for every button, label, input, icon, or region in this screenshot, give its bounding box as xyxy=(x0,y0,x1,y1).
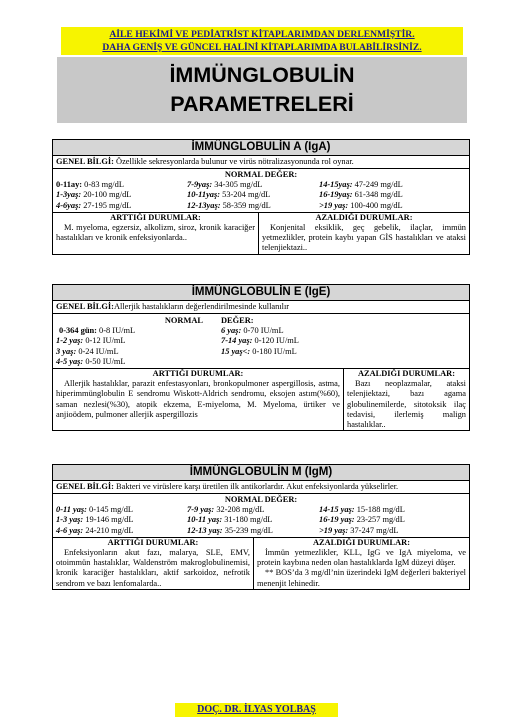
igm-normal-title: NORMAL DEĞER: xyxy=(224,495,298,504)
iga-value-cell: 1-3yaş: 20-100 mg/dL xyxy=(56,190,132,200)
igm-general-label: GENEL BİLGİ: xyxy=(56,482,114,491)
ige-increase-text: Allerjik hastalıklar, parazit enfestasyonları, bronkopulmoner aspergillosis, astma, hiperimmünglobulin E sendromu Wiskott-Aldrich sendromu, eksojen astım(%60), saman nezlesi(%30), atopik ekzema, E-miyeloma, M. Myeloma, ürtiker ve anjioödem, pulmoner allerjik aspergillozis xyxy=(56,379,340,419)
section-iga xyxy=(52,139,470,255)
igm-increase-title: ARTTIĞI DURUMLAR: xyxy=(107,537,199,547)
ige-increase-title: ARTTIĞI DURUMLAR: xyxy=(152,369,244,379)
ige-decrease-title: AZALDIĞI DURUMLAR: xyxy=(357,369,455,379)
iga-value-cell: 0-11ay: 0-83 mg/dL xyxy=(56,180,124,190)
igm-increase-text: Enfeksiyonların akut fazı, malarya, SLE, EMV, otoimmün hastalıklar, Waldenström makroglobulinemisi, kronik karaciğer hastalıkları, aktif sarkoidoz, nefrotik sendrom ve bazı lenfomalarda.. xyxy=(56,548,250,588)
ige-values-right xyxy=(221,316,466,367)
ige-value-row: 15 yaş<: 0-180 IU/mL xyxy=(221,346,297,356)
ige-normal-values xyxy=(53,314,469,369)
ige-value-row: 6 yaş: 0-70 IU/mL xyxy=(221,326,284,336)
igm-header: İMMÜNGLOBULİN M (IgM) xyxy=(53,465,469,481)
igm-value-cell: 4-6 yaş: 24-210 mg/dL xyxy=(56,525,134,535)
section-igm xyxy=(52,464,470,590)
iga-general-info xyxy=(53,156,469,169)
igm-general-info xyxy=(53,481,469,494)
igm-decrease-text: İmmün yetmezlikler, KLL, IgG ve IgA miyeloma, ve protein kaybına neden olan hastalıklarda IgM düzeyi düşer. xyxy=(257,548,466,568)
ige-value-row: 7-14 yaş: 0-120 IU/mL xyxy=(221,336,299,346)
iga-general-text: Özellikle sekresyonlarda bulunur ve virüs nötralizasyonunda rol oynar. xyxy=(113,157,354,166)
igm-value-cell: 0-11 yaş: 0-145 mg/dL xyxy=(56,505,133,515)
iga-header: İMMÜNGLOBULİN A (IgA) xyxy=(53,140,469,156)
iga-value-cell: 12-13yaş: 58-359 mg/dL xyxy=(187,200,271,210)
iga-value-cell: 16-19yaş: 61-348 mg/dL xyxy=(319,190,403,200)
iga-normal-values xyxy=(53,169,469,213)
iga-decrease-column xyxy=(258,213,469,254)
ige-increase-column xyxy=(53,369,343,430)
ige-deger-label: DEĞER: xyxy=(221,316,254,325)
ige-header: İMMÜNGLOBULİN E (IgE) xyxy=(53,285,469,301)
ige-general-text: Allerjik hastalıkların değerlendirilmesinde kullanılır xyxy=(113,302,290,311)
igm-value-cell: >19 yaş: 37-247 mg/dL xyxy=(319,525,399,535)
ige-normal-label: NORMAL xyxy=(164,316,203,325)
ige-decrease-text: Bazı neoplazmalar, ataksi telenjiektazi, bazı agama globulinemilerde, sitotoksik ilaç tedavisi, ilerlemiş malign hastalıklar.. xyxy=(347,379,466,430)
title-line-1: İMMÜNGLOBULİN xyxy=(169,63,355,87)
ige-general-label: GENEL BİLGİ: xyxy=(56,302,114,311)
title-line-2: PARAMETRELERİ xyxy=(170,92,354,116)
igm-general-text: Bakteri ve virüslere karşı üretilen ilk antikorlardır. Akut enfeksiyonlarda yükselirler. xyxy=(113,482,399,491)
ige-values-left xyxy=(56,316,221,367)
ige-value-row: 3 yaş: 0-24 IU/mL xyxy=(56,346,119,356)
iga-value-cell: 7-9yaş: 34-305 mg/dL xyxy=(187,180,263,190)
igm-value-cell: 1-3 yaş: 19-146 mg/dL xyxy=(56,515,134,525)
igm-value-cell: 10-11 yaş: 31-180 mg/dL xyxy=(187,515,273,525)
author-footer: DOÇ. DR. İLYAS YOLBAŞ xyxy=(175,703,338,717)
section-ige xyxy=(52,284,470,431)
source-banner xyxy=(61,27,463,55)
banner-line-1: AİLE HEKİMİ VE PEDİATRİST KİTAPLARIMDAN DERLENMİŞTİR. xyxy=(109,29,415,40)
iga-decrease-text: Konjenital eksiklik, geç gebelik, ilaçlar, immün yetmezlikler, protein kaybı yapan GİS hastalıkları ve ataksi telenjiektazi.. xyxy=(262,223,466,253)
igm-decrease-title: AZALDIĞI DURUMLAR: xyxy=(312,537,410,547)
iga-value-cell: 4-6yaş: 27-195 mg/dL xyxy=(56,200,132,210)
igm-decrease-column xyxy=(253,538,469,589)
iga-general-label: GENEL BİLGİ: xyxy=(56,157,114,166)
iga-increase-title: ARTTIĞI DURUMLAR: xyxy=(110,212,201,222)
igm-value-cell: 14-15 yaş: 15-188 mg/dL xyxy=(319,505,405,515)
iga-increase-text: M. myeloma, egzersiz, alkolizm, siroz, kronik karaciğer hastalıkları ve kronik enfeksiyonlarda.. xyxy=(56,223,255,243)
iga-value-cell: >19 yaş: 100-400 mg/dL xyxy=(319,200,403,210)
ige-value-row: 1-2 yaş: 0-12 IU/mL xyxy=(56,336,126,346)
ige-value-row: 0-364 gün: 0-8 IU/mL xyxy=(59,326,136,336)
iga-value-cell: 10-11yaş: 53-204 mg/dL xyxy=(187,190,271,200)
igm-decrease-note: ** BOS’da 3 mg/dl’nin üzerindeki IgM değerleri bakteriyel menenjit lehinedir. xyxy=(257,568,466,588)
page-title xyxy=(57,57,467,123)
ige-value-row: 4-5 yaş: 0-50 IU/mL xyxy=(56,356,126,366)
iga-increase-column xyxy=(53,213,258,254)
igm-normal-values xyxy=(53,494,469,538)
igm-increase-column xyxy=(53,538,253,589)
igm-value-cell: 7-9 yaş: 32-208 mg/dL xyxy=(187,505,265,515)
iga-decrease-title: AZALDIĞI DURUMLAR: xyxy=(315,212,413,222)
igm-value-cell: 16-19 yaş: 23-257 mg/dL xyxy=(319,515,405,525)
banner-line-2: DAHA GENİŞ VE GÜNCEL HALİNİ KİTAPLARIMDA BULABİLİRSİNİZ. xyxy=(102,42,422,53)
igm-value-cell: 12-13 yaş: 35-239 mg/dL xyxy=(187,525,273,535)
ige-general-info xyxy=(53,301,469,314)
ige-decrease-column xyxy=(343,369,469,430)
iga-normal-title: NORMAL DEĞER: xyxy=(224,170,298,179)
iga-value-cell: 14-15yaş: 47-249 mg/dL xyxy=(319,180,403,190)
